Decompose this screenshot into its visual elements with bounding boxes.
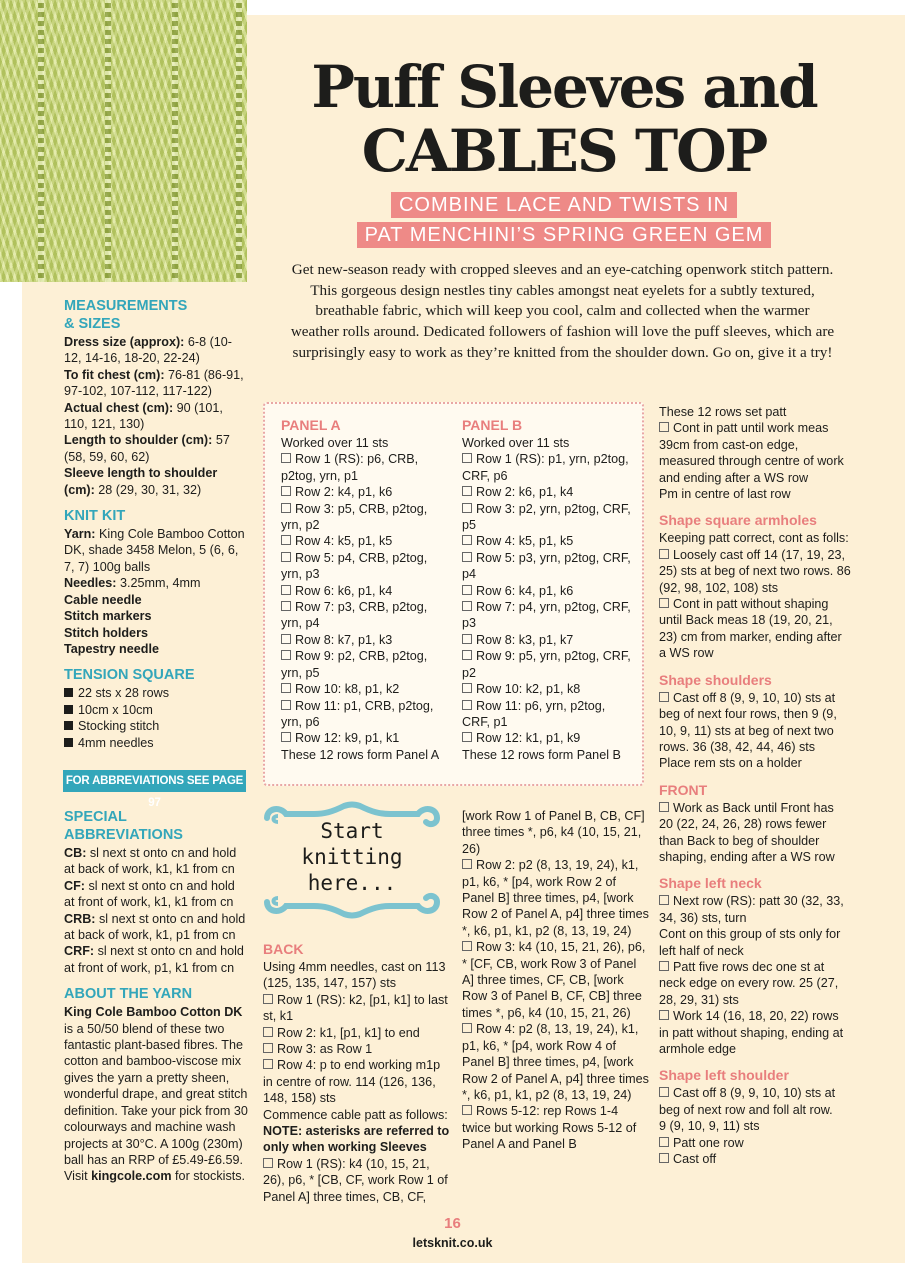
start-knitting-banner: Start knitting here... (262, 800, 442, 920)
armholes-heading: Shape square armholes (659, 512, 817, 529)
pattern-row: Row 11: p6, yrn, p2tog, CRF, p1 (462, 698, 606, 729)
checkbox-icon (281, 650, 291, 660)
pattern-row: Row 1 (RS): k2, [p1, k1] to last st, k1 (263, 992, 448, 1024)
back-section: BACK Using 4mm needles, cast on 113 (125, 135, 147, 157) sts Row 1 (RS): k2, [p1, k1] to last st, k1 Row 2: k1, [p1, k1] to end Row 3: as Row 1 Row 4: p to end working m1p in centre of row. 114 (126, 136, 148, 158) sts Commence cable patt as follows: NOTE: asterisks are referred to only when working Sleeves Row 1 (RS): k4 (10, 15, 21, 26), p6, * [CB, CF, work Row 1 of Panel A] three times, CB, CF, (263, 940, 453, 1205)
abbreviation-item: CF: sl next st onto cn and hold at front of work, k1, k1 from cn (64, 878, 235, 910)
checkbox-icon (659, 692, 669, 702)
checkbox-icon (659, 1153, 669, 1163)
pattern-row: Row 4: p to end working m1p in centre of row. 114 (126, 136, 148, 158) sts (263, 1058, 441, 1106)
right-column: These 12 rows set patt Cont in patt until work meas 39cm from cast-on edge, measured through centre of work and ending after a WS row Pm in centre of last row Shape square armholes Keeping patt correct, cont as folls: Loosely cast off 14 (17, 19, 23, 25) sts at beg of next two rows. 86 (92, 98, 102, 108) sts Cont in patt without shaping until Back meas 18 (19, 20, 21, 23) cm from marker, ending after a WS row Shape shoulders Cast off 8 (9, 9, 10, 10) sts at beg of next four rows, then 9 (9, 10, 9, 11) sts at beg of next two rows. 36 (38, 42, 44, 46) sts Place rem sts on a holder FRONT Work as Back until Front has 20 (22, 24, 26, 28) rows fewer than Back to beg of shoulder shaping, ending after a WS row Shape left neck Next row (RS): patt 30 (32, 33, 34, 36) sts, turn Cont on this group of sts only for left half of neck Patt five rows dec one st at neck edge on every row. 25 (27, 28, 29, 31) sts Work 14 (16, 18, 20, 22) rows in patt without shaping, ending at armhole edge Shape left shoulder Cast off 8 (9, 9, 10, 10) sts at beg of next row and foll alt row. 9 (9, 10, 9, 11) sts Patt one row Cast off (659, 405, 851, 1167)
knitted-swatch-photo (0, 0, 247, 282)
panel-b: PANEL B Worked over 11 sts Row 1 (RS): p1, yrn, p2tog, CRF, p6 Row 2: k6, p1, k4 Row 3: p2, yrn, p2tog, CRF, p5 Row 4: k5, p1, k5 Row 5: p3, yrn, p2tog, CRF, p4 Row 6: k4, p1, k6 Row 7: p4, yrn, p2tog, CRF, p3 Row 8: k3, p1, k7 Row 9: p5, yrn, p2tog, CRF, p2 Row 10: k2, p1, k8 Row 11: p6, yrn, p2tog, CRF, p1 Row 12: k1, p1, k9 These 12 rows form Panel B (462, 417, 631, 762)
special-abbreviations-heading: SPECIAL ABBREVIATIONS (64, 809, 183, 843)
panel-b-heading: PANEL B (462, 417, 523, 433)
site-url: letsknit.co.uk (412, 1236, 493, 1250)
left-neck-heading: Shape left neck (659, 875, 762, 892)
checkbox-icon (281, 683, 291, 693)
subtitle: COMBINE LACE AND TWISTS IN PAT MENCHINI’S SPRING GREEN GEM (248, 190, 880, 250)
pattern-row: Row 9: p2, CRB, p2tog, yrn, p5 (281, 649, 428, 680)
checkbox-icon (281, 601, 291, 611)
checkbox-icon (462, 859, 472, 869)
pattern-row: Row 3: k4 (10, 15, 21, 26), p6, * [CF, CB, work Row 3 of Panel A] three times, CF, CB, [work Row 3 of Panel B, CF, CB] three times *, p6, k4 (10, 15, 21, 26) (462, 940, 646, 1020)
pattern-row: Row 2: k6, p1, k4 (462, 484, 632, 500)
pattern-row: Cont in patt until work meas 39cm from cast-on edge, measured through centre of work and ending after a WS row (659, 421, 844, 485)
pattern-row: Next row (RS): patt 30 (32, 33, 34, 36) sts, turn (659, 894, 844, 925)
checkbox-icon (462, 503, 472, 513)
pattern-row: Row 11: p1, CRB, p2tog, yrn, p6 (281, 698, 434, 729)
left-shoulder-heading: Shape left shoulder (659, 1067, 789, 1084)
about-yarn-text: King Cole Bamboo Cotton DK is a 50/50 blend of these two fantastic plant-based fibres. The cotton and bamboo-viscose mix gives the yarn a pretty sheen, wonderful drape, and great stitch definition. Take your pick from 30 colourways and machine wash projects at 30°C. A 100g (230m) ball has an RRP of £5.49-£6.59. Visit kingcole.com for stockists. (64, 1005, 248, 1184)
checkbox-icon (659, 1087, 669, 1097)
pattern-row: Cast off (659, 1151, 851, 1167)
checkbox-icon (462, 732, 472, 742)
kit-item: Stitch markers (64, 609, 152, 624)
checkbox-icon (281, 552, 291, 562)
measurement-item: To fit chest (cm): 76-81 (86-91, 97-102, 107-112, 117-122) (64, 367, 244, 399)
checkbox-icon (281, 486, 291, 496)
checkbox-icon (263, 1043, 273, 1053)
tension-item: 22 sts x 28 rows (64, 685, 248, 701)
measurement-item: Dress size (approx): 6-8 (10-12, 14-16, 18-20, 22-24) (64, 335, 232, 366)
pattern-row: Row 9: p5, yrn, p2tog, CRF, p2 (462, 649, 631, 680)
checkbox-icon (462, 535, 472, 545)
checkbox-icon (462, 552, 472, 562)
knit-kit-heading: KNIT KIT (64, 508, 126, 525)
kit-yarn: Yarn: King Cole Bamboo Cotton DK, shade 3458 Melon, 5 (6, 6, 7, 7) 100g balls (64, 527, 245, 574)
front-heading: FRONT (659, 781, 708, 798)
kit-item: Stitch holders (64, 625, 148, 640)
left-column-lower (64, 808, 248, 1185)
pattern-row: Row 4: p2 (8, 13, 19, 24), k1, p1, k6, * [p4, work Row 4 of Panel B] three times, p4, [work Row 2 of Panel A, p4] three times *, k6, p1, k1, p2 (8, 13, 19, 24) (462, 1022, 649, 1102)
pattern-row: Row 1 (RS): p6, CRB, p2tog, yrn, p1 (281, 452, 419, 483)
about-yarn-heading: ABOUT THE YARN (64, 986, 193, 1003)
checkbox-icon (659, 1137, 669, 1147)
checkbox-icon (263, 1059, 273, 1069)
checkbox-icon (462, 1023, 472, 1033)
pattern-row: Loosely cast off 14 (17, 19, 23, 25) sts at beg of next two rows. 86 (92, 98, 102, 108) sts (659, 547, 851, 595)
pattern-row: Cast off 8 (9, 9, 10, 10) sts at beg of next four rows, then 9 (9, 10, 9, 11) sts at beg of next two rows. 36 (38, 42, 44, 46) sts (659, 690, 837, 754)
note: NOTE: asterisks are referred to only when working Sleeves (263, 1124, 450, 1155)
checkbox-icon (659, 802, 669, 812)
checkbox-icon (462, 585, 472, 595)
pattern-row: Row 10: k2, p1, k8 (462, 681, 632, 697)
checkbox-icon (462, 941, 472, 951)
pattern-row: Patt five rows dec one st at neck edge on every row. 25 (27, 28, 29, 31) sts (659, 959, 839, 1007)
checkbox-icon (462, 700, 472, 710)
checkbox-icon (281, 732, 291, 742)
tension-item: 10cm x 10cm (64, 702, 248, 718)
measurement-item: Length to shoulder (cm): 57 (58, 59, 60, 62) (64, 433, 230, 464)
pattern-row: Row 12: k1, p1, k9 (462, 730, 632, 746)
abbreviation-item: CRF: sl next st onto cn and hold at front of work, p1, k1 from cn (64, 944, 244, 975)
pattern-row: Cast off 8 (9, 9, 10, 10) sts at beg of next row and foll alt row. (659, 1086, 836, 1117)
abbreviations-link: FOR ABBREVIATIONS SEE PAGE 97 (63, 770, 246, 792)
checkbox-icon (659, 422, 669, 432)
kit-needles: Needles: 3.25mm, 4mm (64, 576, 201, 591)
pattern-row: Patt one row (659, 1135, 851, 1151)
bullet-square-icon (64, 721, 73, 730)
checkbox-icon (462, 486, 472, 496)
pattern-row: Row 2: p2 (8, 13, 19, 24), k1, p1, k6, * [p4, work Row 2 of Panel B] three times, p4, [work Row 2 of Panel A, p4] three times *, k6, p1, k1, p2 (8, 13, 19, 24) (462, 858, 649, 938)
middle-column: [work Row 1 of Panel B, CB, CF] three times *, p6, k4 (10, 15, 21, 26) Row 2: p2 (8, 13, 19, 24), k1, p1, k6, * [p4, work Row 2 of Panel B] three times, p4, [work Row 2 of Panel A, p4] three times *, k6, p1, k1, p2 (8, 13, 19, 24) Row 3: k4 (10, 15, 21, 26), p6, * [CF, CB, work Row 3 of Panel A] three times, CF, CB, [work Row 3 of Panel B, CF, CB] three times *, p6, k4 (10, 15, 21, 26) Row 4: p2 (8, 13, 19, 24), k1, p1, k6, * [p4, work Row 4 of Panel B] three times, p4, [work Row 2 of Panel A, p4] three times *, k6, p1, k1, p2 (8, 13, 19, 24) Rows 5-12: rep Rows 1-4 twice but working Rows 5-12 of Panel A and Panel B (462, 809, 649, 1152)
pattern-row: Row 12: k9, p1, k1 (281, 730, 451, 746)
checkbox-icon (281, 585, 291, 595)
abbreviation-item: CRB: sl next st onto cn and hold at back of work, k1, p1 from cn (64, 911, 246, 943)
pattern-row: Row 4: k5, p1, k5 (281, 533, 451, 549)
page-number: 16 (444, 1215, 461, 1232)
checkbox-icon (281, 503, 291, 513)
pattern-row: Row 8: k7, p1, k3 (281, 632, 451, 648)
pattern-row: Row 2: k1, [p1, k1] to end (263, 1025, 453, 1041)
checkbox-icon (263, 1158, 273, 1168)
checkbox-icon (281, 700, 291, 710)
tension-item: 4mm needles (64, 735, 248, 751)
pattern-row: Row 7: p4, yrn, p2tog, CRF, p3 (462, 600, 631, 631)
pattern-row: Row 3: p5, CRB, p2tog, yrn, p2 (281, 501, 428, 533)
checkbox-icon (462, 453, 472, 463)
bullet-square-icon (64, 688, 73, 697)
page-title: Puff Sleeves and CABLES TOP (311, 53, 817, 185)
kingcole-link: kingcole.com (91, 1169, 172, 1184)
measurement-item: Sleeve length to shoulder (cm): 28 (29, 30, 31, 32) (64, 466, 218, 497)
pattern-row: Row 6: k4, p1, k6 (462, 583, 632, 599)
tension-heading: TENSION SQUARE (64, 667, 195, 684)
pattern-row: Rows 5-12: rep Rows 1-4 twice but working Rows 5-12 of Panel A and Panel B (462, 1104, 637, 1152)
measurement-item: Actual chest (cm): 90 (101, 110, 121, 130) (64, 400, 223, 432)
pattern-row: Row 10: k8, p1, k2 (281, 681, 451, 697)
pattern-row: Row 8: k3, p1, k7 (462, 632, 632, 648)
pattern-row: Row 1 (RS): p1, yrn, p2tog, CRF, p6 (462, 452, 629, 483)
checkbox-icon (281, 535, 291, 545)
bullet-square-icon (64, 738, 73, 747)
intro-text: Get new-season ready with cropped sleeves and an eye-catching openwork stitch pattern. This gorgeous design nestles tiny cables amongst neat eyelets for a subtly textured, breathable fabric, which will keep you cool, calm and collected when the warmer weather rolls around. Dedicated followers of fashion will love the puff sleeves, which are surprisingly easy to work as they’re knitted from the shoulder down. Go on, give it a try! (290, 261, 835, 361)
pattern-row: Row 4: k5, p1, k5 (462, 533, 632, 549)
pattern-row: Row 1 (RS): k4 (10, 15, 21, 26), p6, * [CB, CF, work Row 1 of Panel A] three times, CB, CF, (263, 1156, 448, 1204)
panel-a-heading: PANEL A (281, 417, 341, 433)
pattern-row: Cont in patt without shaping until Back meas 18 (19, 20, 21, 23) cm from marker, ending after a WS row (659, 597, 842, 661)
abbreviation-item: CB: sl next st onto cn and hold at back of work, k1, k1 from cn (64, 846, 237, 877)
pattern-row: Row 2: k4, p1, k6 (281, 484, 451, 500)
checkbox-icon (281, 634, 291, 644)
checkbox-icon (659, 549, 669, 559)
checkbox-icon (263, 994, 273, 1004)
checkbox-icon (462, 1105, 472, 1115)
pattern-row: Row 6: k6, p1, k4 (281, 583, 451, 599)
checkbox-icon (659, 598, 669, 608)
checkbox-icon (659, 895, 669, 905)
checkbox-icon (281, 453, 291, 463)
pattern-row: Row 5: p3, yrn, p2tog, CRF, p4 (462, 550, 631, 582)
shoulders-heading: Shape shoulders (659, 671, 772, 688)
checkbox-icon (659, 961, 669, 971)
kit-item: Cable needle (64, 592, 142, 607)
pattern-row: Row 5: p4, CRB, p2tog, yrn, p3 (281, 550, 428, 582)
pattern-row: Work as Back until Front has 20 (22, 24, 26, 28) rows fewer than Back to beg of shoulder shaping, ending after a WS row (659, 800, 835, 864)
checkbox-icon (462, 634, 472, 644)
measurements-heading: MEASUREMENTS & SIZES (64, 298, 188, 332)
checkbox-icon (659, 1010, 669, 1020)
pattern-row: Row 7: p3, CRB, p2tog, yrn, p4 (281, 600, 428, 631)
kit-item: Tapestry needle (64, 641, 159, 656)
checkbox-icon (263, 1027, 273, 1037)
pattern-row: Work 14 (16, 18, 20, 22) rows in patt without shaping, ending at armhole edge (659, 1009, 844, 1056)
panel-a: PANEL A Worked over 11 sts Row 1 (RS): p6, CRB, p2tog, yrn, p1 Row 2: k4, p1, k6 Row 3: p5, CRB, p2tog, yrn, p2 Row 4: k5, p1, k5 Row 5: p4, CRB, p2tog, yrn, p3 Row 6: k6, p1, k4 Row 7: p3, CRB, p2tog, yrn, p4 Row 8: k7, p1, k3 Row 9: p2, CRB, p2tog, yrn, p5 Row 10: k8, p1, k2 Row 11: p1, CRB, p2tog, yrn, p6 Row 12: k9, p1, k1 These 12 rows form Panel A (281, 416, 451, 763)
tension-item: Stocking stitch (64, 718, 248, 734)
checkbox-icon (462, 683, 472, 693)
back-heading: BACK (263, 941, 304, 957)
pattern-row: Row 3: p2, yrn, p2tog, CRF, p5 (462, 501, 631, 533)
left-column (64, 297, 248, 751)
bullet-square-icon (64, 705, 73, 714)
checkbox-icon (462, 650, 472, 660)
checkbox-icon (462, 601, 472, 611)
pattern-row: Row 3: as Row 1 (263, 1041, 453, 1057)
